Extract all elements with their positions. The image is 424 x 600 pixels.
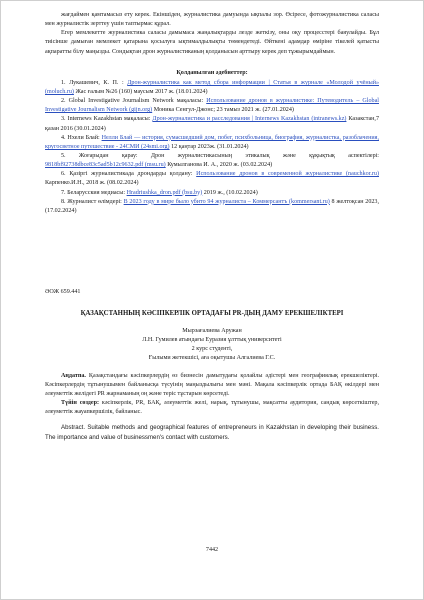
reference-item: 1. Лукашевич, К. П. : Дрон-журналистика как метод сбора информации | Статья в журнале «Молодой учёный» (moluch.ru) Жас ғалым №26 (160) маусым 2017 ж. (18.01.2024) <box>45 79 379 95</box>
reference-link[interactable]: Дрон-журналистика как метод сбора информации | Статья в журнале «Молодой учёный» (moluch.ru) <box>45 79 379 95</box>
reference-item: 5. Жоғарыдан қарау: Дрон журналистикасының этикалық және құқықтық аспектілері: 9818bf92738dbce83c5ad5b12c9632.pdf (msu.ru) Кумылганова И. А., 2020 ж. (03.02.2024) <box>45 152 379 169</box>
abstract-en: Abstract. Suitable methods and geographical features of entrepreneurs in Kazakhstan in developing their business. The importance and value of businessmen's contact with customers. <box>45 424 379 441</box>
article-title: ҚАЗАҚСТАННЫҢ КӘСІПКЕРЛІК ОРТАДАҒЫ PR-ДЫҢ ДАМУ ЕРЕКШЕЛІКТЕРІ <box>80 310 344 318</box>
reference-link[interactable]: Использование дронов в журналистике: Путеводитель – Global Investigative Journalism Network (gijn.org) <box>45 98 379 114</box>
reference-link[interactable]: 9818bf92738dbce83c5ad5b12c9632.pdf (msu.ru) <box>45 162 166 169</box>
reference-item: 4. Нхели Блай: Нелли Блай — история, сумасшедший дом, побег, психбольница, биография, журналистка, разоблачения, кругосветное путешествие - 24СМИ (24smi.org) 12 қаңтар 2023ж. (31.01.2024) <box>45 134 379 150</box>
keywords-label: Түйін сөздер: <box>61 399 100 406</box>
reference-item: 2. Global Investigative Journalism Network мақаласы: Использование дронов в журналистике: Путеводитель – Global Investigative Journalism Network (gijn.org) Моника Сенгул-Джонс; 23 тамыз 2021 ж. (27.01.2024) <box>45 98 379 114</box>
references-title: Қолданылған әдебиеттер: <box>176 69 248 76</box>
body-paragraph-2: Егер мемлекетте журналистика саласы дамымаса жаңалықтарды лезде жеткізу, оны оқу процесстері баяулайды. Бұл тиісінше дамыған мемлекет қатарына қосылуға ықтималдылықты төмендетеді. Өйткені адамдар өмірiне тікелей қатысты ақпаратты білу маңызды. Сондықтан дрон журналистиканың қолданысын арттыру керек деп тұжырымдаймын. <box>45 30 379 55</box>
udc-code: ӘОЖ 659.441 <box>45 288 81 295</box>
reference-item: 6. Қазіргі журналистикада дрондарды қолдану: Использование дронов в современной журналистике (nauchkor.ru) Карпенко.И.Н., 2018 ж. (08.02.2024) <box>45 171 379 187</box>
author-supervisor: Ғылыми жетекшісі, аға оқытушы Алгалиева Г.С. <box>148 355 276 362</box>
page-number: 7442 <box>205 546 219 553</box>
author-course: 2 курс студенті, <box>191 346 233 353</box>
reference-link[interactable]: Дрон-журналистика и расследования | Internews Kazakhstan (intranews.kz) <box>152 116 347 123</box>
reference-item: 8. Журналист өлімдері: В 2023 году в мире было убито 94 журналиста – Коммерсантъ (kommersant.ru) 8 желтоқсан 2023, (17.02.2024) <box>45 198 379 214</box>
reference-link[interactable]: В 2023 году в мире было убито 94 журналиста – Коммерсантъ (kommersant.ru) <box>123 198 330 205</box>
author-university: Л.Н. Гумилев атындағы Еуразия ұлттық университеті <box>142 337 282 344</box>
reference-link[interactable]: Нелли Блай — история, сумасшедший дом, побег, психбольница, биография, журналистка, разоблачения, кругосветное путешествие - 24СМИ (24smi.org) <box>45 134 379 150</box>
references-list <box>45 79 379 216</box>
reference-link[interactable]: Использование дронов в современной журналистике (nauchkor.ru) <box>196 171 379 178</box>
author-block <box>45 327 379 364</box>
reference-link[interactable]: Hradriushka_dron.pdf (bsu.by) <box>126 189 203 196</box>
abstract-kz: Аңдатпа. Қазақстандағы кәсіпкерлердің өз бизнесін дамытудағы қолайлы әдістері мен географиялық ерекшеліктері. Кәсіпкерлердің тұтынушымен байланысқа түсуінің маңыздылығы мен мәні. Мақала кәсіпкерлік ортада БАҚ өкілдері мен әлеуметтік желідегі PR жарнаманың оң және теріс тұстарын көрсетеді. <box>45 372 379 397</box>
reference-item: 3. Internews Kazakhstan мақаласы: Дрон-журналистика и расследования | Internews Kazakhstan (intranews.kz) Казакстан,7 қазан 2016 (30.01.2024) <box>45 116 380 132</box>
keywords: Түйін сөздер: кәсіпкерлік, PR, БАҚ, әлеуметтік желі, нарық, тұтынушы, мақсатты аудитория, сандық көрсеткіштер, әлеуметтік жауапкершілік, байланыс. <box>45 399 379 416</box>
body-paragraph-1: жағдаймен қамтамасыз ету керек. Екіншіден, журналистика дамуында ықпалы зор. Өсіресе, фотожурналистика саласы мен журналистік зерттеу үшін таптырмас құрал. <box>45 12 379 28</box>
author-name: Мырзағалиева Аружан <box>182 327 242 334</box>
abstract-kz-label: Аңдатпа. <box>61 372 86 379</box>
reference-item: 7. Беларусския медиасы: Hradriushka_dron.pdf (bsu.by) 2019 ж., (10.02.2024) <box>61 189 258 196</box>
